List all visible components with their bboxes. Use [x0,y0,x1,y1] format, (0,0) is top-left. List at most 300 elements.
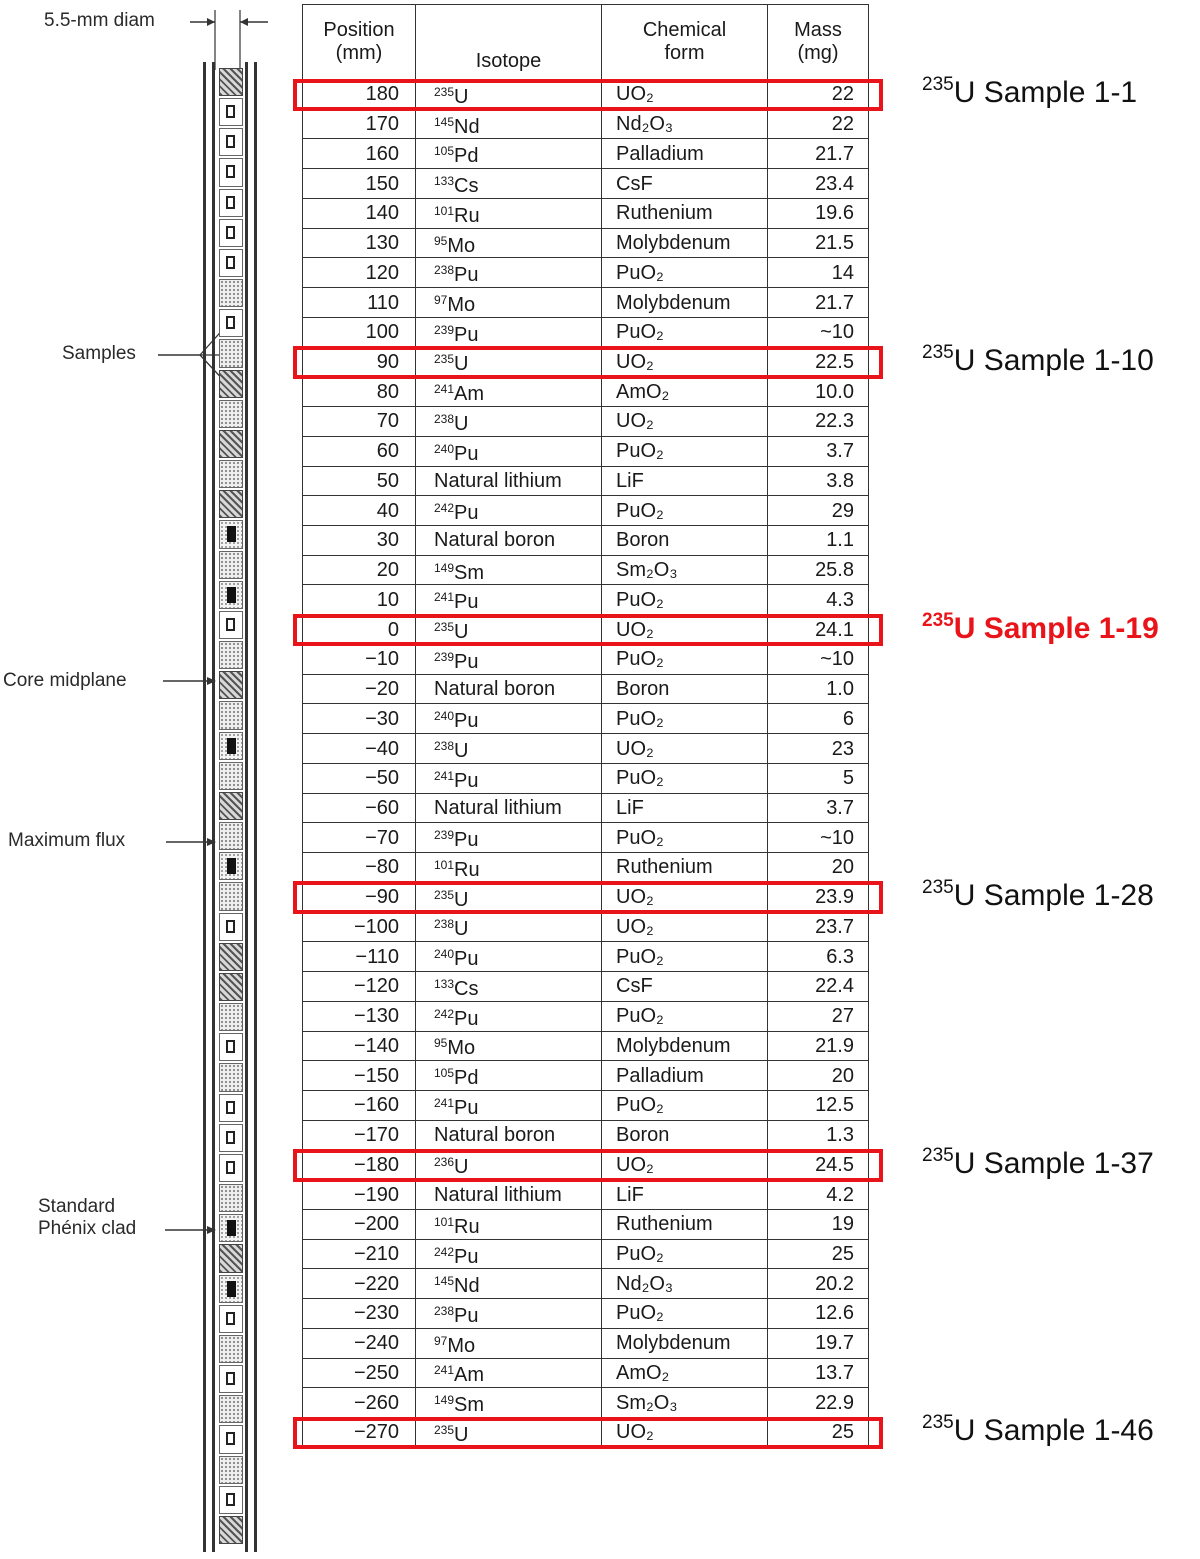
isotope-element: Natural lithium [434,796,562,819]
table-row [303,1209,869,1239]
cell-position: −90 [303,882,416,912]
isotope-mass-number: 241 [434,382,455,397]
cell-isotope [416,1269,602,1299]
cell-position: −190 [303,1180,416,1210]
rod-slot-dots [219,1184,243,1212]
cell-isotope [416,466,602,496]
cell-mass: 10.0 [768,377,869,407]
sample-label-text: U Sample 1-10 [953,343,1154,377]
isotope-mass-number: 238 [434,263,455,278]
table-row [303,317,869,347]
sample-highlight-box [293,79,883,112]
cell-isotope [416,526,602,556]
rod-slot-dots [219,339,243,367]
rod-slot-solid [219,520,243,548]
cell-chemical-form: AmO₂ [602,1358,768,1388]
cell-isotope [416,169,602,199]
cell-chemical-form: UO₂ [602,615,768,645]
cell-chemical-form: PuO₂ [602,942,768,972]
cell-chemical-form: UO₂ [602,1150,768,1180]
rod-slot-hatch [219,490,243,518]
cell-isotope [416,1358,602,1388]
isotope-element: Natural lithium [434,469,562,492]
rod-slot-dots [219,1456,243,1484]
cell-position: 50 [303,466,416,496]
isotope-element: U [454,85,469,108]
cell-chemical-form: Nd₂O₃ [602,1269,768,1299]
cell-mass: 29 [768,496,869,526]
cell-mass: 25 [768,1418,869,1448]
cell-isotope [416,853,602,883]
cell-position: −170 [303,1120,416,1150]
cell-chemical-form: Molybdenum [602,1328,768,1358]
isotope-mass-number: 241 [434,590,455,605]
cell-mass: 22.5 [768,347,869,377]
cell-isotope [416,674,602,704]
table-row [303,169,869,199]
cell-chemical-form: Molybdenum [602,228,768,258]
isotope-mass-number: 95 [434,1036,448,1051]
table-row [303,109,869,139]
table-row [303,793,869,823]
rod-slot-box [219,249,243,277]
isotope-mass-number: 239 [434,322,455,337]
rod-slot-dots [219,279,243,307]
isotope-element: Am [454,1364,485,1387]
rod-slot-box [219,219,243,247]
cell-mass: 21.7 [768,288,869,318]
cell-chemical-form: PuO₂ [602,1001,768,1031]
cell-mass: 22 [768,109,869,139]
cell-position: 90 [303,347,416,377]
cell-position: 160 [303,139,416,169]
cell-mass: 3.7 [768,793,869,823]
cell-mass: 23.4 [768,169,869,199]
isotope-element: Ru [454,204,480,227]
table-row [303,1239,869,1269]
cell-position: −120 [303,972,416,1002]
sample-label [922,1412,1154,1448]
table-row [303,288,869,318]
table-row [303,644,869,674]
table-row [303,912,869,942]
cell-mass: 27 [768,1001,869,1031]
standard-phenix-clad-callout: Standard Phénix clad [38,1196,137,1239]
rod-slot-hatch [219,370,243,398]
cell-chemical-form: PuO₂ [602,823,768,853]
sample-label-mass-number: 235 [922,74,954,96]
isotope-mass-number: 241 [434,1095,455,1110]
cell-mass: 22.3 [768,407,869,437]
cell-chemical-form: UO₂ [602,734,768,764]
cell-chemical-form: CsF [602,169,768,199]
isotope-mass-number: 240 [434,441,455,456]
isotope-mass-number: 97 [434,1333,448,1348]
table-row [303,228,869,258]
isotope-element: U [454,353,469,376]
isotope-element: Pu [454,769,479,792]
cell-chemical-form: LiF [602,793,768,823]
cell-isotope [416,793,602,823]
isotope-mass-number: 101 [434,203,455,218]
rod-slot-box [219,1425,243,1453]
cell-position: −200 [303,1209,416,1239]
table-row [303,585,869,615]
isotope-mass-number: 235 [434,887,455,902]
header-chemical-form: Chemical form [602,5,768,80]
isotope-mass-number: 97 [434,293,448,307]
cell-position: −100 [303,912,416,942]
cell-chemical-form: PuO₂ [602,1299,768,1329]
cell-chemical-form: UO₂ [602,80,768,110]
cell-position: −140 [303,1031,416,1061]
rod-slot-box [219,913,243,941]
sample-label-mass-number: 235 [922,1144,954,1166]
cell-mass: 5 [768,763,869,793]
cell-chemical-form: UO₂ [602,912,768,942]
rod-slot-box [219,1124,243,1152]
cell-position: −60 [303,793,416,823]
cell-mass: 20 [768,853,869,883]
table-body [303,80,869,1448]
cell-chemical-form: Boron [602,526,768,556]
rod-slot-box [219,309,243,337]
isotope-element: Pu [454,442,479,465]
cell-isotope [416,763,602,793]
rod-slot-hatch [219,671,243,699]
cell-chemical-form: Nd₂O₃ [602,109,768,139]
rod-slot-box [219,98,243,126]
header-isotope: Isotope [416,5,602,80]
sample-highlight-box [293,346,883,379]
isotope-mass-number: 149 [434,560,455,575]
cell-mass: 20.2 [768,1269,869,1299]
isotope-element: Mo [447,234,476,257]
cell-position: −40 [303,734,416,764]
isotope-mass-number: 242 [434,501,455,516]
isotope-element: Pu [454,948,479,971]
cell-mass: 13.7 [768,1358,869,1388]
sample-label-text: U Sample 1-37 [953,1146,1154,1180]
cell-chemical-form: PuO₂ [602,704,768,734]
isotope-element: Pu [454,1007,479,1030]
rod-slot-dots [219,641,243,669]
sample-label-text: U Sample 1-46 [953,1414,1154,1448]
rod-slot-dots [219,701,243,729]
isotope-element: Natural boron [434,678,556,701]
rod-slot-box [219,189,243,217]
table-row [303,823,869,853]
rod-slot-solid [219,581,243,609]
isotope-element: Pu [454,323,479,346]
rod-slot-dots [219,1335,243,1363]
table-row [303,1001,869,1031]
cell-position: 30 [303,526,416,556]
rod-slot-hatch [219,943,243,971]
cell-mass: ~10 [768,317,869,347]
sample-label-text: U Sample 1-1 [953,76,1138,110]
cell-position: −80 [303,853,416,883]
table-row [303,763,869,793]
table-row [303,1120,869,1150]
diameter-label: 5.5-mm diam [44,10,155,31]
cell-position: −70 [303,823,416,853]
isotope-element: Natural boron [434,1124,556,1147]
table-row [303,972,869,1002]
cell-mass: 4.3 [768,585,869,615]
cell-position: 150 [303,169,416,199]
isotope-element: U [454,1423,469,1446]
rod-slot-dots [219,1063,243,1091]
cell-isotope [416,1209,602,1239]
cell-chemical-form: PuO₂ [602,585,768,615]
sample-label-text: U Sample 1-19 [953,611,1159,645]
cell-mass: 25 [768,1239,869,1269]
cell-chemical-form: LiF [602,466,768,496]
isotope-mass-number: 236 [434,1155,455,1170]
cell-mass: 12.6 [768,1299,869,1329]
isotope-mass-number: 105 [434,144,455,159]
isotope-mass-number: 238 [434,411,455,426]
isotope-element: U [454,621,469,644]
cell-position: −220 [303,1269,416,1299]
cell-isotope [416,823,602,853]
table-row [303,198,869,228]
cell-isotope [416,734,602,764]
isotope-element: Natural boron [434,529,556,552]
sample-label-mass-number: 235 [922,609,954,631]
cell-mass: 23.9 [768,882,869,912]
cell-mass: 19 [768,1209,869,1239]
sample-label [922,74,1137,110]
isotope-element: Pu [454,710,479,733]
isotope-mass-number: 101 [434,1214,455,1229]
cell-mass: 19.7 [768,1328,869,1358]
rod-slot-box [219,158,243,186]
table-row [303,1358,869,1388]
table-header-row [303,5,869,80]
cell-position: −250 [303,1358,416,1388]
cell-isotope [416,1090,602,1120]
rod-wall-right [254,62,257,1552]
isotope-element: Pu [454,829,479,852]
cell-isotope [416,555,602,585]
isotope-mass-number: 101 [434,857,455,872]
cell-position: −180 [303,1150,416,1180]
table-row [303,258,869,288]
cell-chemical-form: PuO₂ [602,496,768,526]
isotope-element: Nd [454,115,480,138]
cell-position: 120 [303,258,416,288]
isotope-element: U [454,740,469,763]
table-row [303,853,869,883]
isotope-element: Ru [454,858,480,881]
cell-chemical-form: CsF [602,972,768,1002]
rod-slot-dots [219,882,243,910]
isotope-element: Pu [454,502,479,525]
table-row [303,555,869,585]
isotope-mass-number: 242 [434,1244,455,1259]
cell-isotope [416,407,602,437]
cell-position: 20 [303,555,416,585]
cell-chemical-form: Ruthenium [602,853,768,883]
isotope-mass-number: 145 [434,114,455,129]
cell-mass: 6 [768,704,869,734]
isotope-mass-number: 235 [434,620,455,635]
sample-label-text: U Sample 1-28 [953,879,1154,913]
isotope-mass-number: 241 [434,768,455,783]
sample-rod-diagram [0,0,300,1559]
rod-slot-box [219,128,243,156]
table-row [303,734,869,764]
rod-slot-box [219,1094,243,1122]
rod-slot-box [219,1154,243,1182]
cell-position: 180 [303,80,416,110]
table-row [303,942,869,972]
isotope-mass-number: 145 [434,1274,455,1289]
isotope-mass-number: 235 [434,352,455,367]
cell-mass: 24.5 [768,1150,869,1180]
sample-label-mass-number: 235 [922,341,954,363]
table-row [303,1328,869,1358]
cell-chemical-form: UO₂ [602,347,768,377]
rod-slot-dots [219,1003,243,1031]
isotope-mass-number: 242 [434,1006,455,1021]
isotope-element: U [454,888,469,911]
isotope-element: Mo [447,294,476,316]
cell-isotope [416,1031,602,1061]
cell-mass: 22.9 [768,1388,869,1418]
isotope-mass-number: 105 [434,1066,455,1081]
cell-chemical-form: Boron [602,674,768,704]
cell-position: 140 [303,198,416,228]
isotope-mass-number: 240 [434,709,455,724]
cell-mass: 1.3 [768,1120,869,1150]
cell-chemical-form: Boron [602,1120,768,1150]
cell-isotope [416,1299,602,1329]
cell-mass: ~10 [768,823,869,853]
cell-chemical-form: PuO₂ [602,763,768,793]
cell-chemical-form: PuO₂ [602,1239,768,1269]
rod-wall-left [203,62,206,1552]
isotope-element: Mo [447,1334,476,1357]
isotope-mass-number: 240 [434,947,455,962]
rod-slot-solid [219,1214,243,1242]
cell-mass: 6.3 [768,942,869,972]
table-row [303,674,869,704]
isotope-mass-number: 239 [434,649,455,664]
cell-chemical-form: PuO₂ [602,258,768,288]
rod-slot-solid [219,852,243,880]
rod-slot-solid [219,732,243,760]
cell-position: 10 [303,585,416,615]
rod-slot-dots [219,460,243,488]
cell-isotope [416,1328,602,1358]
cell-isotope [416,1239,602,1269]
cell-isotope [416,644,602,674]
table-row [303,526,869,556]
cell-isotope [416,1180,602,1210]
cell-isotope [416,198,602,228]
cell-chemical-form: PuO₂ [602,1090,768,1120]
table-row [303,1090,869,1120]
isotope-element: Sm [454,561,485,584]
cell-mass: 22.4 [768,972,869,1002]
isotope-element: U [454,412,469,435]
cell-isotope [416,436,602,466]
cell-position: −130 [303,1001,416,1031]
rod-slot-solid [219,1275,243,1303]
cell-chemical-form: UO₂ [602,407,768,437]
cell-chemical-form: Sm₂O₃ [602,1388,768,1418]
cell-position: −110 [303,942,416,972]
cell-isotope [416,1388,602,1418]
isotope-element: Pu [454,1096,479,1119]
cell-chemical-form: LiF [602,1180,768,1210]
cell-position: −230 [303,1299,416,1329]
cell-isotope [416,585,602,615]
core-midplane-callout: Core midplane [3,670,127,691]
cell-isotope [416,1061,602,1091]
cell-chemical-form: PuO₂ [602,436,768,466]
isotope-mass-number: 239 [434,828,455,843]
isotope-mass-number: 133 [434,976,455,991]
cell-chemical-form: Ruthenium [602,1209,768,1239]
isotope-element: Am [454,383,485,406]
cell-chemical-form: UO₂ [602,1418,768,1448]
rod-slot-hatch [219,430,243,458]
cell-isotope [416,317,602,347]
sample-rod [203,62,257,1552]
cell-position: −270 [303,1418,416,1448]
rod-slot-hatch [219,792,243,820]
table-row [303,377,869,407]
sample-label [922,342,1154,378]
table-row [303,1061,869,1091]
isotope-mass-number: 133 [434,174,455,189]
rod-slot-box [219,1033,243,1061]
rod-slot-box [219,611,243,639]
cell-isotope [416,1120,602,1150]
rod-slot-dots [219,822,243,850]
table-row [303,436,869,466]
cell-mass: 24.1 [768,615,869,645]
cell-mass: 21.7 [768,139,869,169]
cell-chemical-form: Palladium [602,139,768,169]
isotope-mass-number: 241 [434,1363,455,1378]
cell-position: 100 [303,317,416,347]
rod-slot-box [219,1365,243,1393]
cell-mass: 12.5 [768,1090,869,1120]
cell-position: 80 [303,377,416,407]
sample-highlight-box [293,614,883,647]
rod-slot-dots [219,1395,243,1423]
table-row [303,407,869,437]
cell-position: 110 [303,288,416,318]
isotope-mass-number: 95 [434,233,448,248]
rod-slot-dots [219,762,243,790]
rod-inner-wall-left [212,62,215,1552]
isotope-mass-number: 238 [434,1303,455,1318]
sample-label-mass-number: 235 [922,877,954,899]
cell-chemical-form: Molybdenum [602,1031,768,1061]
samples-callout: Samples [62,343,136,364]
cell-position: 70 [303,407,416,437]
isotope-element: U [454,1156,469,1179]
rod-slot-box [219,1305,243,1333]
rod-inner-wall-right [245,62,248,1552]
cell-position: 170 [303,109,416,139]
